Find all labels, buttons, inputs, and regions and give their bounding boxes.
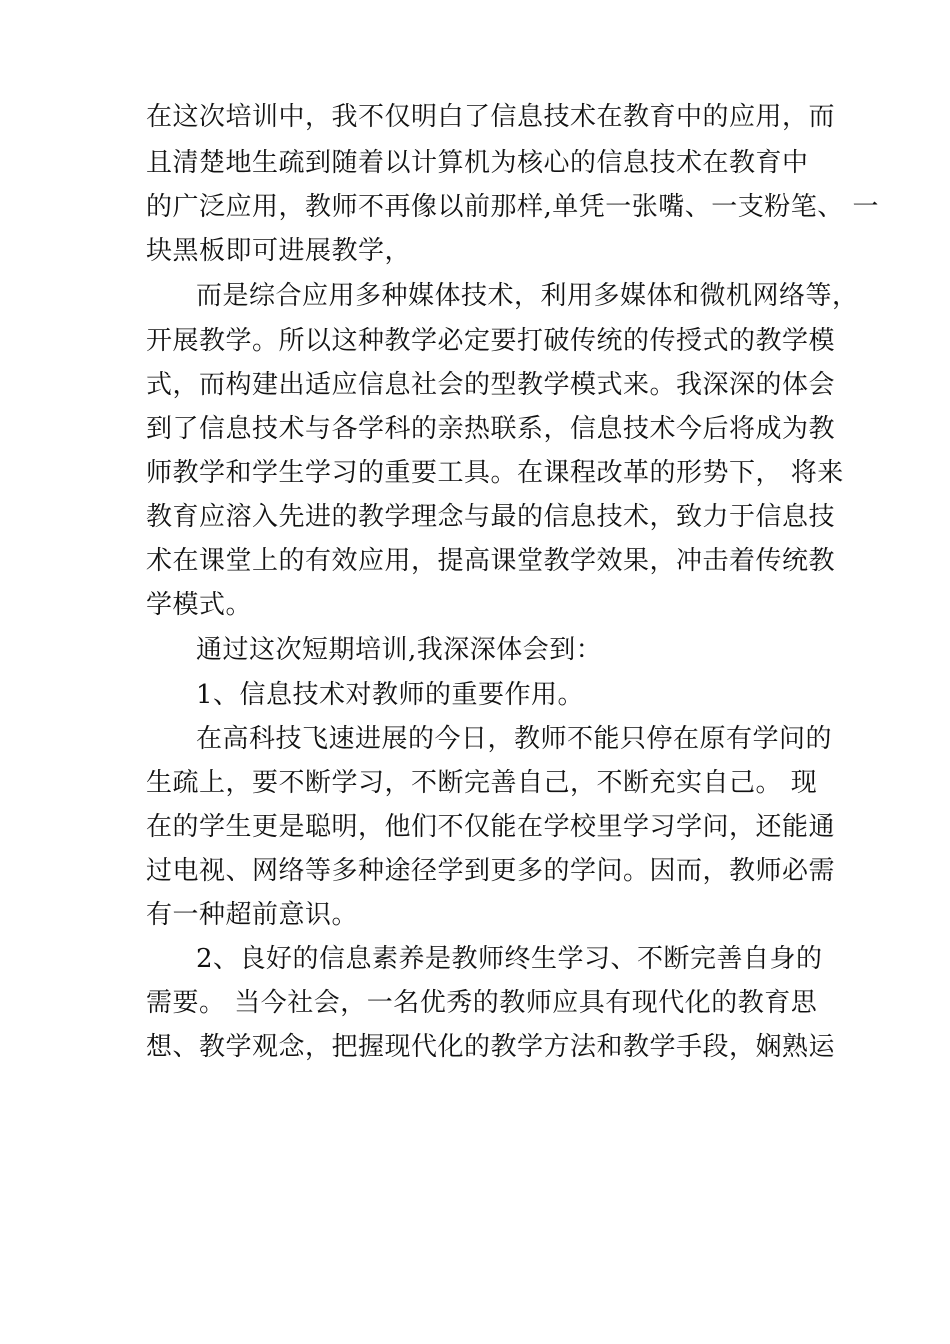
- text-line: 学模式。: [146, 590, 253, 620]
- text-line: 需要。 当今社会，一名优秀的教师应具有现代化的教育思: [146, 988, 818, 1018]
- text-line: 且清楚地生疏到随着以计算机为核心的信息技术在教育中: [146, 148, 809, 178]
- text-line: 师教学和学生学习的重要工具。在课程改革的形势下， 将来: [146, 458, 844, 488]
- text-line: 通过这次短期培训,我深深体会到：: [196, 635, 603, 665]
- text-line: 的广泛应用，教师不再像以前那样,单凭一张嘴、一支粉笔、 一: [146, 192, 880, 222]
- text-line: 而是综合应用多种媒体技术，利用多媒体和微机网络等，: [196, 281, 859, 311]
- text-line: 术在课堂上的有效应用，提高课堂教学效果，冲击着传统教: [146, 546, 836, 576]
- text-line: 在这次培训中，我不仅明白了信息技术在教育中的应用，而: [146, 102, 836, 132]
- text-line: 教育应溶入先进的教学理念与最的信息技术，致力于信息技: [146, 502, 836, 532]
- text-line: 到了信息技术与各学科的亲热联系，信息技术今后将成为教: [146, 414, 836, 444]
- text-line: 想、教学观念，把握现代化的教学方法和教学手段，娴熟运: [146, 1032, 836, 1062]
- text-line: 开展教学。所以这种教学必定要打破传统的传授式的教学模: [146, 326, 836, 356]
- text-line: 在的学生更是聪明，他们不仅能在学校里学习学问，还能通: [146, 812, 836, 842]
- text-line: 在高科技飞速进展的今日，教师不能只停在原有学问的: [196, 724, 833, 754]
- text-line: 过电视、网络等多种途径学到更多的学问。因而，教师必需: [146, 856, 836, 886]
- text-line: 有一种超前意识。: [146, 900, 359, 930]
- text-line: 式，而构建出适应信息社会的型教学模式来。我深深的体会: [146, 370, 836, 400]
- text-line: 生疏上，要不断学习，不断完善自己，不断充实自己。 现: [146, 768, 818, 798]
- text-line: 块黑板即可进展教学，: [146, 236, 412, 266]
- text-line: 1、信息技术对教师的重要作用。: [196, 680, 585, 710]
- text-line: 2、良好的信息素养是教师终生学习、不断完善自身的: [196, 944, 823, 974]
